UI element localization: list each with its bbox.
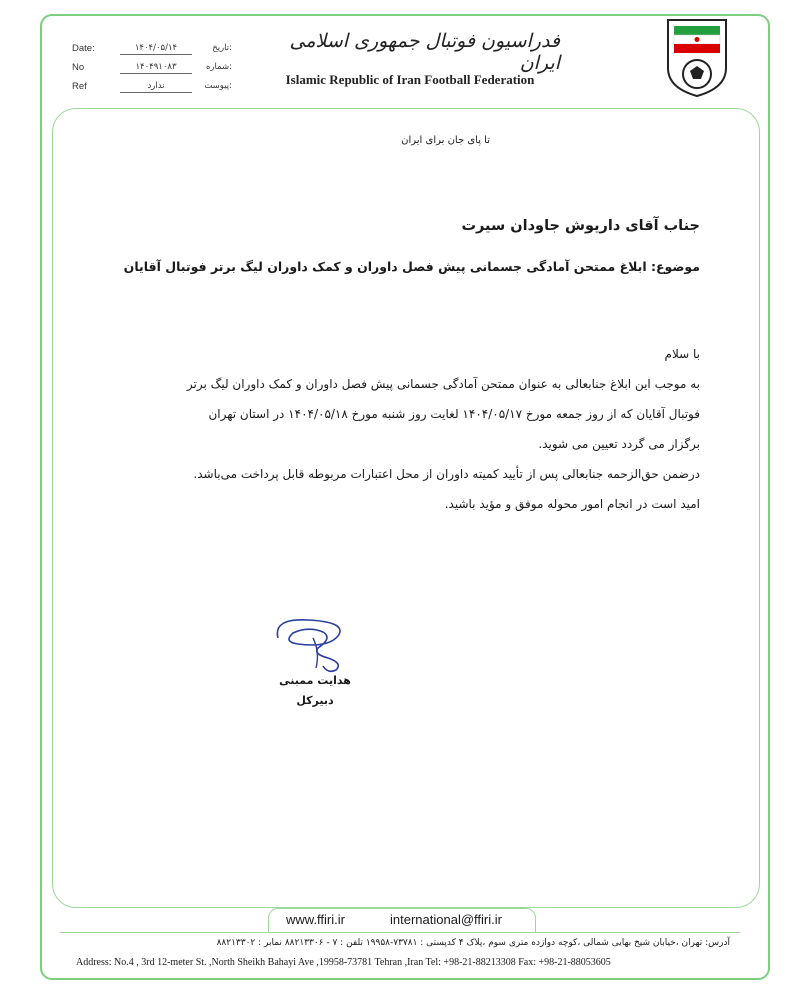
date-value: ۱۴۰۴/۰۵/۱۴ (120, 43, 192, 55)
signer-name: هدایت ممبنی (279, 674, 351, 687)
footer-email-link[interactable]: international@ffiri.ir (390, 912, 502, 927)
date-label-en: Date: (72, 43, 95, 54)
federation-name-en: Islamic Republic of Iran Football Federation (285, 72, 535, 87)
date-label-fa: تاریخ: (212, 43, 232, 53)
date-row (72, 43, 232, 62)
number-label-en: No (72, 62, 85, 73)
body-line-4: درضمن حق‌الزحمه جنابعالی پس از تأیید کمیته داوران از محل اعتبارات مربوطه قابل پرداخت می‌باشد. (193, 467, 700, 481)
signer-title: دبیرکل (296, 694, 334, 707)
footer-address-fa: آدرس: تهران ،خیابان شیخ بهایی شمالی ،کوچه دوازده متری سوم ،پلاک ۴ کدپستی : ۷۳۷۸۱-۱۹۹۵۸ تلفن : ۷ - ۸۸۲۱۳۳۰۶ نمابر : ۸۸۲۱۳۳۰۲ (216, 938, 730, 948)
body-line-3: برگزار می گردد تعیین می شوید. (538, 437, 700, 451)
number-label-fa: شماره: (205, 62, 232, 72)
body-line-2: فوتبال آقایان که از روز جمعه مورخ ۱۴۰۴/۰۵/۱۷ لغایت روز شنبه مورخ ۱۴۰۴/۰۵/۱۸ در استان تهران (208, 407, 700, 421)
footer-divider (60, 932, 740, 933)
recipient: جناب آقای داریوش جاودان سیرت (461, 218, 700, 234)
ref-value: ندارد (120, 81, 192, 93)
iran-football-federation-logo-icon (664, 16, 730, 100)
ref-row (72, 81, 232, 100)
subject-line: موضوع: ابلاغ ممتحن آمادگی جسمانی پیش فصل داوران و کمک داوران لیگ برتر فوتبال آقایان (123, 259, 700, 274)
footer-website-link[interactable]: www.ffiri.ir (286, 912, 345, 927)
letter-meta (72, 43, 232, 100)
slogan: تا پای جان برای ایران (401, 135, 490, 146)
body-line-1: به موجب این ابلاغ جنابعالی به عنوان ممتحن آمادگی جسمانی پیش فصل داوران و کمک داوران لیگ برتر (186, 377, 700, 391)
body-line-5: امید است در انجام امور محوله موفق و مؤید باشید. (444, 497, 700, 511)
number-value: ۱۴۰۴۹۱۰۸۳ (120, 62, 192, 74)
greeting: با سلام (664, 347, 700, 361)
number-row (72, 62, 232, 81)
ref-label-fa: پیوست: (204, 81, 232, 91)
footer-address-en: Address: No.4 , 3rd 12-meter St. ,North Sheikh Bahayi Ave ,19958-73781 Tehran ,Iran Tel: +98-21-88213308 Fax: +98-21-88053605 (76, 957, 611, 968)
ref-label-en: Ref (72, 81, 87, 92)
federation-name-fa: فدراسیون فوتبال جمهوری اسلامی ایران (289, 30, 560, 74)
signature-icon (268, 608, 368, 678)
